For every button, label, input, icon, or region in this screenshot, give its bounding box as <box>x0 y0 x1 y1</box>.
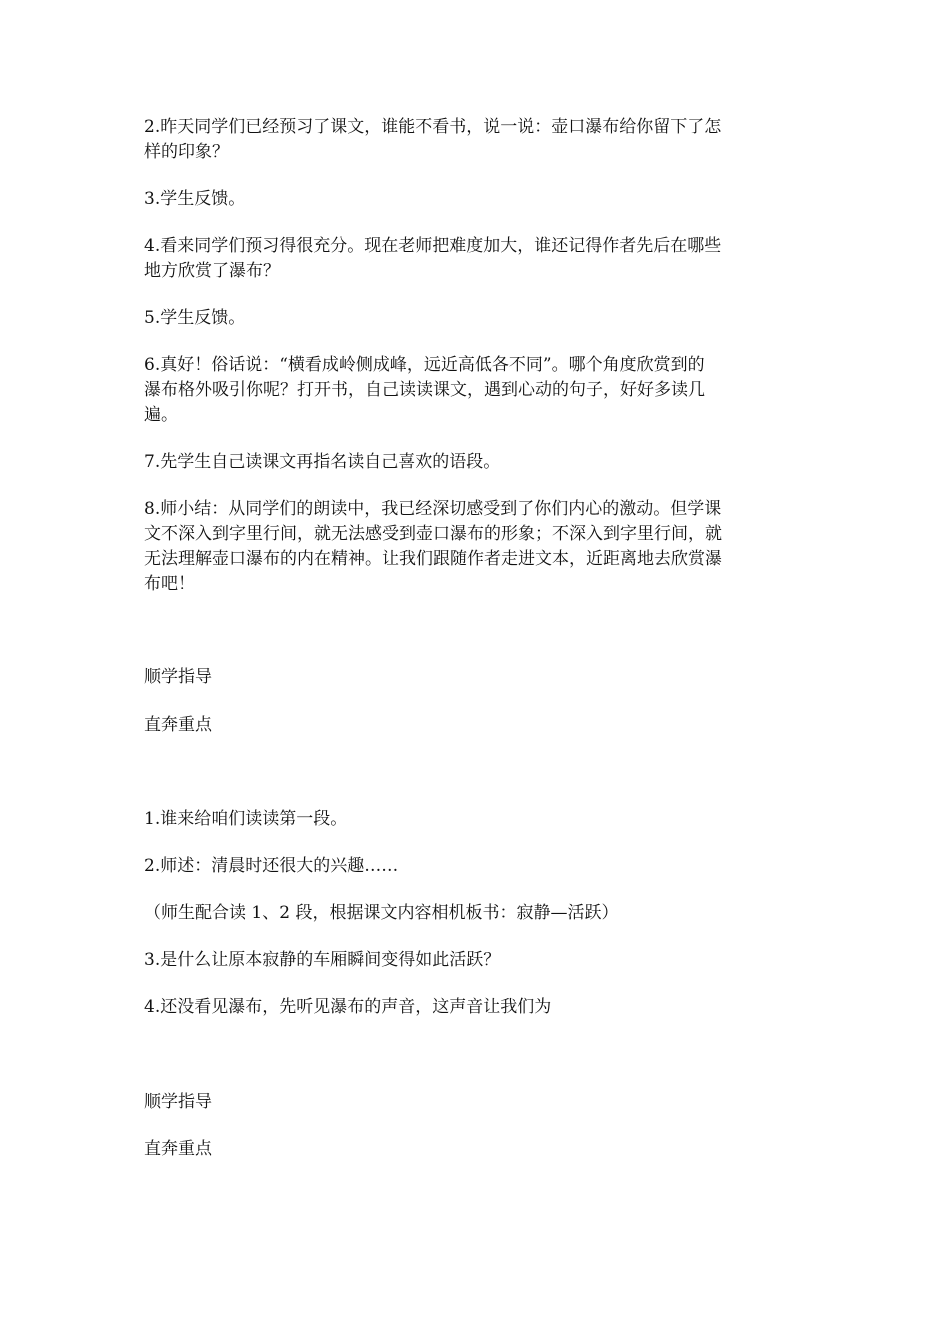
para-6-angle-line-1: 6.真好！俗话说：“横看成岭侧成峰，远近高低各不同”。哪个角度欣赏到的 <box>144 355 705 375</box>
item-note-blackboard: （师生配合读 1、2 段，根据课文内容相机板书：寂静—活跃） <box>144 903 619 923</box>
para-2-preview-line-2: 样的印象？ <box>144 142 229 162</box>
para-5-feedback: 5.学生反馈。 <box>144 308 246 328</box>
para-8-summary-line-1: 8.师小结：从同学们的朗读中，我已经深切感受到了你们内心的激动。但学课 <box>144 499 722 519</box>
para-4-locations-line-2: 地方欣赏了瀑布？ <box>144 261 280 281</box>
item-2-narrate: 2.师述：清晨时还很大的兴趣…… <box>144 856 399 876</box>
para-3-feedback: 3.学生反馈。 <box>144 189 246 209</box>
section-heading-guide-2: 顺学指导 <box>144 1092 212 1112</box>
item-1-read: 1.谁来给咱们读读第一段。 <box>144 809 348 829</box>
para-8-summary-line-2: 文不深入到字里行间，就无法感受到壶口瀑布的形象；不深入到字里行间，就 <box>144 524 722 544</box>
para-6-angle-line-3: 遍。 <box>144 405 178 425</box>
section-heading-focus-2: 直奔重点 <box>144 1139 212 1159</box>
para-8-summary-line-3: 无法理解壶口瀑布的内在精神。让我们跟随作者走进文本，近距离地去欣赏瀑 <box>144 549 722 569</box>
section-heading-guide-1: 顺学指导 <box>144 667 212 687</box>
section-heading-focus-1: 直奔重点 <box>144 715 212 735</box>
item-3-question: 3.是什么让原本寂静的车厢瞬间变得如此活跃？ <box>144 950 501 970</box>
para-2-preview-line-1: 2.昨天同学们已经预习了课文，谁能不看书，说一说：壶口瀑布给你留下了怎 <box>144 117 722 137</box>
item-4-sound: 4.还没看见瀑布，先听见瀑布的声音，这声音让我们为 <box>144 997 552 1017</box>
para-4-locations-line-1: 4.看来同学们预习得很充分。现在老师把难度加大，谁还记得作者先后在哪些 <box>144 236 722 256</box>
para-6-angle-line-2: 瀑布格外吸引你呢？打开书，自己读读课文，遇到心动的句子，好好多读几 <box>144 380 705 400</box>
para-7-reading: 7.先学生自己读课文再指名读自己喜欢的语段。 <box>144 452 501 472</box>
para-8-summary-line-4: 布吧！ <box>144 574 195 594</box>
